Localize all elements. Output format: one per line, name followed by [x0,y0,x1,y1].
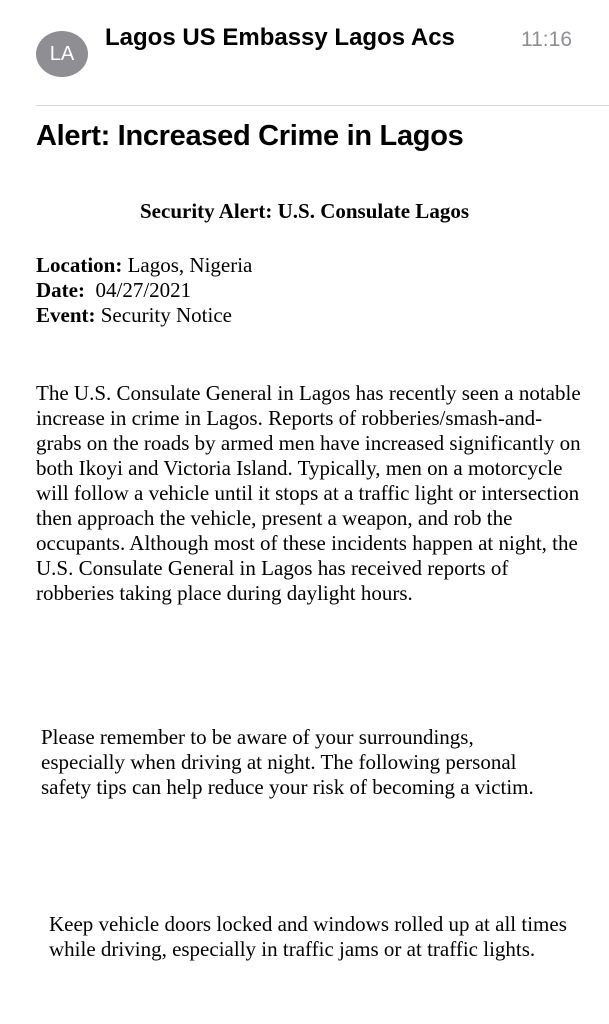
date-line [36,278,596,303]
sender-name[interactable]: Lagos US Embassy Lagos Acs [105,24,455,51]
alert-heading: Security Alert: U.S. Consulate Lagos [140,199,469,223]
sender-avatar[interactable]: LA [36,31,88,77]
body-paragraph-awareness: Please remember to be aware of your surroundings, especially when driving at night. The following personal safety tips can help reduce your risk of becoming a victim. [41,725,534,799]
event-value: Security Notice [95,303,232,327]
date-label: Date: [36,278,85,302]
alert-meta [36,253,596,328]
location-value: Lagos, Nigeria [122,253,253,277]
message-subject: Alert: Increased Crime in Lagos [36,120,464,152]
location-label: Location: [36,253,123,277]
date-value: 04/27/2021 [84,278,192,302]
event-line [36,303,596,328]
header-divider [36,105,609,106]
body-paragraph-crime-increase: The U.S. Consulate General in Lagos has recently seen a notable increase in crime in Lagos. Reports of robberies/smash-and-grabs on the roads by armed men have increased significantly on both Ikoyi and Victoria Island. Typically, men on a motorcycle will follow a vehicle until it stops at a traffic light or intersection then approach the vehicle, present a weapon, and rob the occupants. Although most of these incidents happen at night, the U.S. Consulate General in Lagos has received reports of robberies taking place during daylight hours. [36,381,581,605]
body-paragraph-vehicle-tip: Keep vehicle doors locked and windows rolled up at all times while driving, especially in traffic jams or at traffic lights. [49,912,567,961]
message-header [0,0,609,106]
message-time: 11:16 [521,28,572,51]
event-label: Event: [36,303,96,327]
location-line [36,253,596,278]
